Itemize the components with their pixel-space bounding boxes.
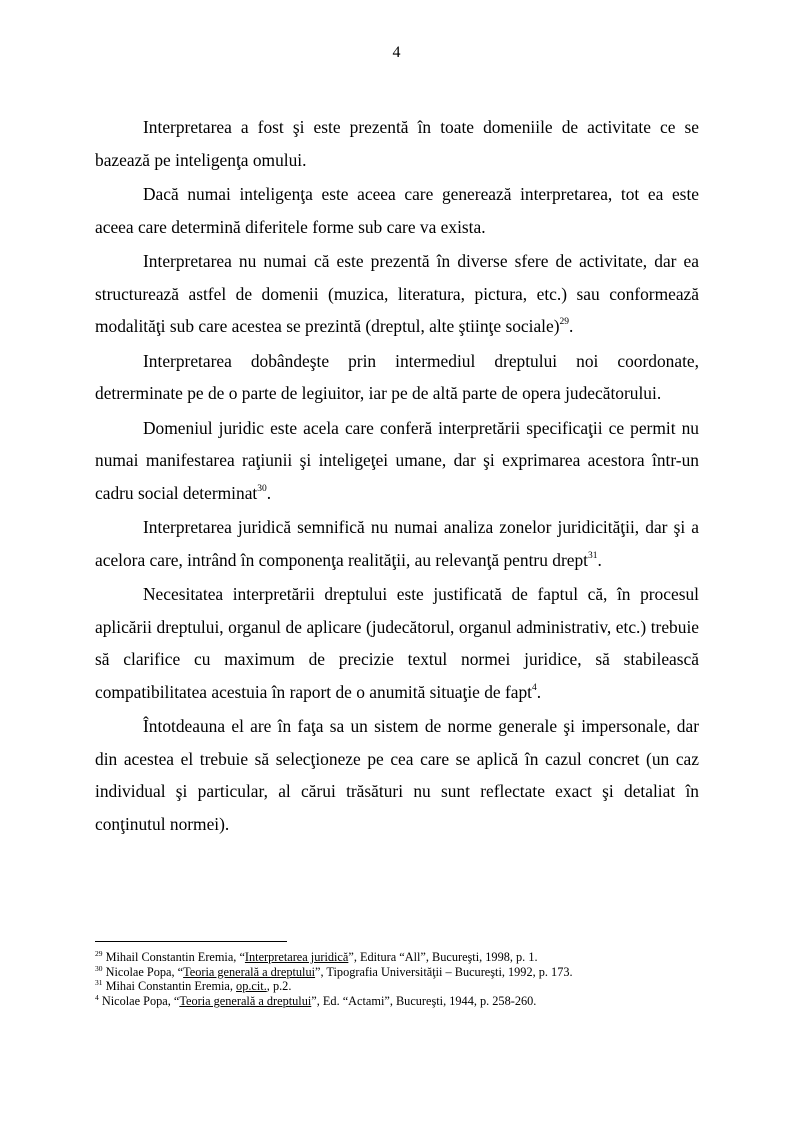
footnote-4: $^4$ Nicolae Popa, “Teoria generală a dreptului”, Ed. “Actami”, Bucureşti, 1944, p. 258-260. xyxy=(95,992,537,1008)
footnotes xyxy=(95,950,715,1008)
body-text xyxy=(95,111,699,842)
footnote-30-title: Teoria generală a dreptului xyxy=(183,964,316,979)
footnote-4-title: Teoria generală a dreptului xyxy=(179,993,312,1008)
footnote-ref-30: 30 xyxy=(257,483,267,494)
paragraph-2: Dacă numai inteligenţa este aceea care generează interpretarea, tot ea este aceea care determină diferitele forme sub care va exista. xyxy=(95,183,699,237)
paragraph-5: Domeniul juridic este acela care conferă interpretării specificaţii ce permit nu numai manifestarea raţiunii şi inteligeţei umane, dar şi exprimarea acestora într-un cadru social determinat$^{30}$. xyxy=(95,417,699,503)
paragraph-4: Interpretarea dobândeşte prin intermediul dreptului noi coordonate, detrerminate pe de o parte de legiuitor, iar pe de altă parte de opera judecătorului. xyxy=(95,350,699,404)
footnote-29-title: Interpretarea juridică xyxy=(244,950,349,964)
paragraph-3: Interpretarea nu numai că este prezentă în diverse sfere de activitate, dar ea structurează astfel de domenii (muzica, literatura, pictura, etc.) sau conformează modalităţi sub care acestea se prezintă (dreptul, alte ştiinţe sociale)$^{29}$. xyxy=(95,250,699,337)
footnote-ref-31: 31 xyxy=(587,550,598,561)
paragraph-1: Interpretarea a fost şi este prezentă în toate domeniile de activitate ce se bazează pe inteligenţa omului. xyxy=(95,117,699,170)
footnote-ref-4: 4 xyxy=(532,682,537,693)
page-number: 4 xyxy=(392,44,401,61)
footnote-29: $^{29}$ Mihail Constantin Eremia, “Interpretarea juridică”, Editura “All”, Bucureşti, 1998, p. 1. xyxy=(95,949,538,964)
paragraph-6: Interpretarea juridică semnifică nu numai analiza zonelor juridicităţii, dar şi a acelora care, intrând în componenţa realităţii, au relevanţă pentru drept$^{31}$. xyxy=(95,517,699,570)
footnote-ref-29: 29 xyxy=(559,317,570,328)
paragraph-7: Necesitatea interpretării dreptului este justificată de faptul că, în procesul aplicării dreptului, organul de aplicare (judecătorul, organul administrativ, etc.) trebuie să clarifice cu maximum de precizie textul normei juridice, să stabilească compatibilitatea acestuia în raport de o anumită situaţie de fapt$^4$. xyxy=(95,584,699,702)
paragraph-8: Întotdeauna el are în faţa sa un sistem de norme generale şi impersonale, dar din acestea el trebuie să selecţioneze pe cea care se aplică în cazul concret (un caz individual şi particular, al cărui trăsături nu sunt reflectate exact şi detaliat în conţinutul normei). xyxy=(95,716,699,835)
footnote-30: $^{30}$ Nicolae Popa, “Teoria generală a dreptului”, Tipografia Universităţii – Bucureşti, 1992, p. 173. xyxy=(95,963,573,979)
footnote-divider xyxy=(95,941,287,942)
footnote-31-title: op.cit. xyxy=(236,979,267,994)
footnote-31: $^{31}$ Mihai Constantin Eremia, op.cit., p.2. xyxy=(95,978,292,994)
